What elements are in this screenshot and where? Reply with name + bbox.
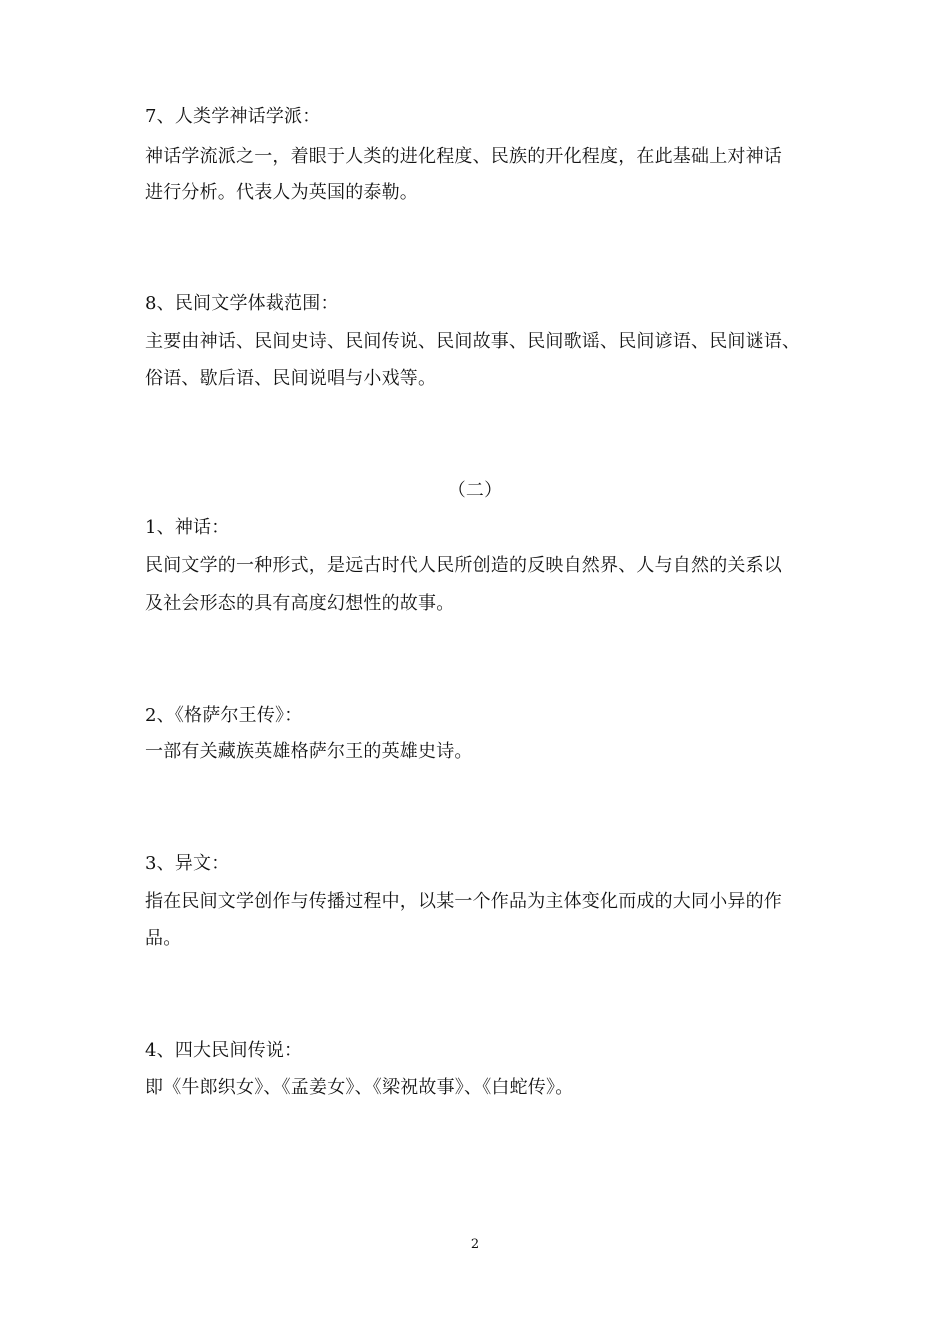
entry-body-line: 民间文学的一种形式，是远古时代人民所创造的反映自然界、人与自然的关系以 xyxy=(145,555,782,576)
entry-heading: 4、四大民间传说： xyxy=(145,1040,303,1061)
entry-heading: 8、民间文学体裁范围： xyxy=(145,293,339,314)
entry-heading: 3、异文： xyxy=(145,853,230,874)
entry-body-line: 神话学流派之一，着眼于人类的进化程度、民族的开化程度，在此基础上对神话 xyxy=(145,146,782,167)
entry-heading: 2、《格萨尔王传》： xyxy=(145,705,303,726)
entry-body-line: 及社会形态的具有高度幻想性的故事。 xyxy=(145,593,455,614)
entry-heading: 1、神话： xyxy=(145,517,230,538)
entry-body-line: 进行分析。代表人为英国的泰勒。 xyxy=(145,182,418,203)
entry-heading: 7、人类学神话学派： xyxy=(145,106,321,127)
entry-body-line: 指在民间文学创作与传播过程中，以某一个作品为主体变化而成的大同小异的作 xyxy=(145,891,782,912)
page-number: 2 xyxy=(470,1237,480,1252)
section-title: （二） xyxy=(447,480,503,501)
entry-body-line: 俗语、歇后语、民间说唱与小戏等。 xyxy=(145,368,437,389)
entry-body-line: 主要由神话、民间史诗、民间传说、民间故事、民间歌谣、民间谚语、民间谜语、 xyxy=(145,331,801,352)
entry-body-line: 品。 xyxy=(145,928,182,949)
entry-body-line: 即《牛郎织女》、《孟姜女》、《梁祝故事》、《白蛇传》。 xyxy=(145,1077,574,1098)
entry-body-line: 一部有关藏族英雄格萨尔王的英雄史诗。 xyxy=(145,741,473,762)
